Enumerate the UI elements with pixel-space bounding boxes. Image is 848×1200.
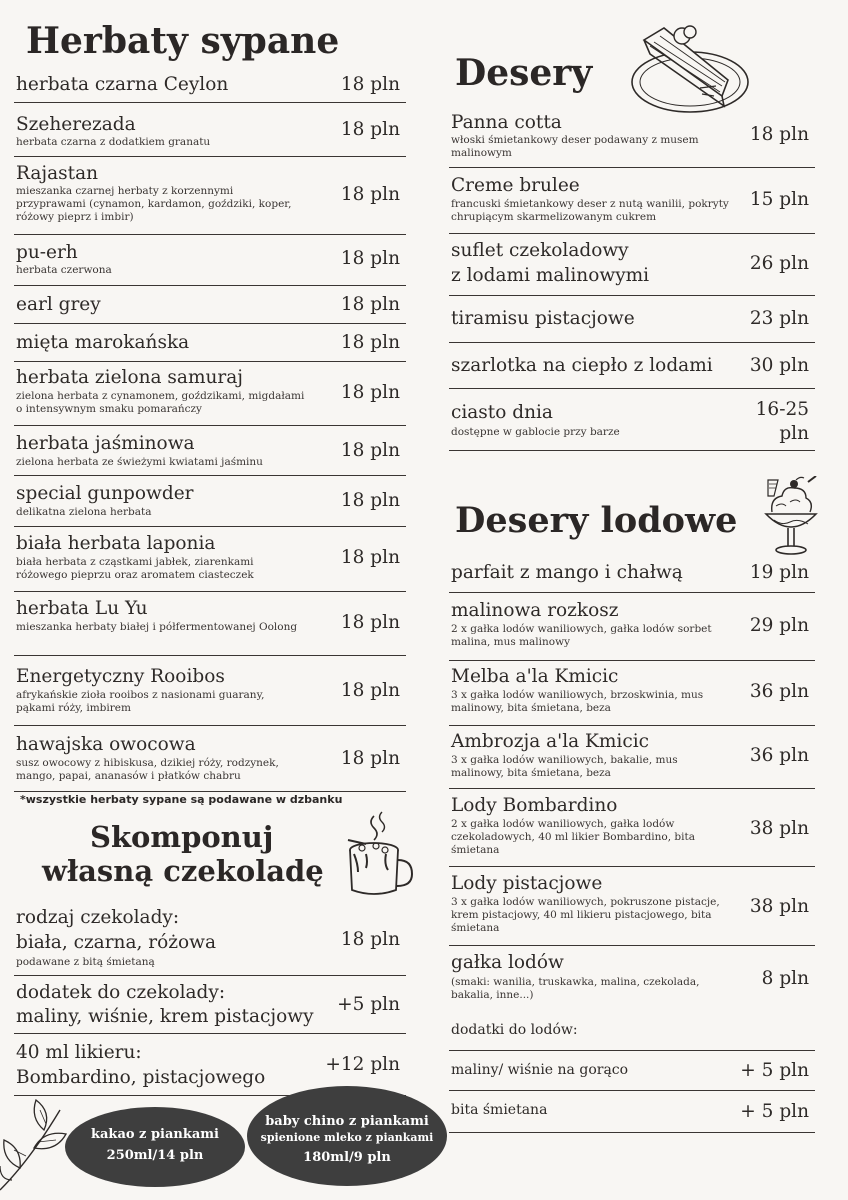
- chocolate-title-line1: Skomponuj: [90, 820, 274, 854]
- item-desc: mieszanka herbaty białej i półfermentowanej Oolong: [16, 621, 298, 633]
- item-name: biała herbata laponia: [16, 533, 216, 554]
- item-name: ciasto dnia: [451, 402, 553, 423]
- cocoa-bubble: [65, 1107, 245, 1187]
- item-desc: podawane z bitą śmietaną: [16, 956, 155, 968]
- item-price: 18 pln: [340, 294, 400, 315]
- item-desc: biała herbata z cząstkami jabłek, ziarenkami różowego pieprzu oraz aromatem ciasteczek: [16, 556, 254, 581]
- item-name: Szeherezada: [16, 114, 136, 135]
- bubble-price: 250ml/14 pln: [106, 1148, 204, 1163]
- item-price: 19 pln: [749, 562, 809, 583]
- item-name: tiramisu pistacjowe: [451, 308, 635, 329]
- item-desc: 2 x gałka lodów waniliowych, gałka lodów sorbet malina, mus malinowy: [451, 623, 712, 648]
- teas-note: *wszystkie herbaty sypane są podawane w dzbanku: [20, 793, 343, 806]
- item-price: 38 pln: [749, 818, 809, 839]
- ice-desserts-title: Desery lodowe: [455, 500, 738, 541]
- item-name: gałka lodów: [451, 952, 564, 973]
- item-name: special gunpowder: [16, 483, 194, 504]
- item-name: Lody Bombardino: [451, 795, 618, 816]
- item-price: 18 pln: [340, 929, 400, 950]
- item-desc: zielona herbata z cynamonem, goździkami, migdałami o intensywnym smaku pomarańczy: [16, 390, 305, 415]
- item-price: 23 pln: [749, 308, 809, 329]
- bubble-subtitle: spienione mleko z piankami: [260, 1131, 434, 1144]
- item-name: Ambrozja a'la Kmicic: [451, 731, 649, 752]
- item-desc: 3 x gałka lodów waniliowych, pokruszone pistacje, krem pistacjowy, 40 ml likieru pistacjowego, bita śmietana: [451, 896, 720, 934]
- item-name: hawajska owocowa: [16, 734, 196, 755]
- item-price: 18 pln: [340, 382, 400, 403]
- babychino-bubble: [247, 1086, 447, 1186]
- chocolate-item: [14, 902, 406, 976]
- item-price: 18 pln: [340, 248, 400, 269]
- addon-item: [449, 1051, 815, 1091]
- hot-chocolate-mug-icon: [340, 810, 416, 900]
- menu-item: [14, 324, 406, 362]
- item-name: herbata czarna Ceylon: [16, 74, 229, 95]
- addon-name: bita śmietana: [451, 1102, 548, 1118]
- item-desc: susz owocowy z hibiskusa, dzikiej róży, rodzynek, mango, papai, ananasów i płatków chabru: [16, 757, 279, 782]
- chocolate-item: [14, 976, 406, 1034]
- addons-row: [449, 1012, 815, 1051]
- item-name: herbata zielona samuraj: [16, 367, 244, 388]
- menu-item: [14, 726, 406, 792]
- item-price-line1: 16-25: [755, 399, 809, 420]
- menu-item: [449, 946, 815, 1012]
- item-price: 18 pln: [340, 680, 400, 701]
- item-name: szarlotka na ciepło z lodami: [451, 355, 713, 376]
- item-price: 30 pln: [749, 355, 809, 376]
- item-name: herbata Lu Yu: [16, 598, 148, 619]
- menu-item: [449, 726, 815, 789]
- bubble-price: 180ml/9 pln: [303, 1150, 391, 1165]
- menu-item: [449, 593, 815, 661]
- desserts-title: Desery: [455, 52, 593, 94]
- addons-label: dodatki do lodów:: [451, 1022, 578, 1038]
- item-name: parfait z mango i chałwą: [451, 562, 683, 583]
- item-price: 18 pln: [340, 490, 400, 511]
- item-name-line2: maliny, wiśnie, krem pistacjowy: [16, 1006, 314, 1027]
- menu-item: [449, 343, 815, 389]
- item-price: 29 pln: [749, 615, 809, 636]
- menu-item: [14, 426, 406, 476]
- item-name: Melba a'la Kmicic: [451, 666, 619, 687]
- item-name: herbata jaśminowa: [16, 433, 195, 454]
- ice-cream-sundae-icon: [762, 476, 820, 556]
- item-desc: zielona herbata ze świeżymi kwiatami jaśminu: [16, 456, 263, 468]
- item-desc: dostępne w gablocie przy barze: [451, 426, 620, 438]
- addon-price: + 5 pln: [740, 1060, 809, 1081]
- item-price: 18 pln: [340, 748, 400, 769]
- teas-title: Herbaty sypane: [26, 20, 340, 62]
- addon-name: maliny/ wiśnie na gorąco: [451, 1062, 629, 1078]
- item-name-line2: Bombardino, pistacjowego: [16, 1067, 266, 1088]
- item-price: 18 pln: [749, 124, 809, 145]
- item-desc: afrykańskie zioła rooibos z nasionami guarany, pąkami róży, imbirem: [16, 689, 265, 714]
- item-price: 38 pln: [749, 896, 809, 917]
- item-desc: (smaki: wanilia, truskawka, malina, czekolada, bakalia, inne...): [451, 976, 700, 1001]
- menu-item: [14, 103, 406, 157]
- item-name-line1: dodatek do czekolady:: [16, 982, 226, 1003]
- menu-item: [449, 168, 815, 234]
- item-price: 36 pln: [749, 745, 809, 766]
- menu-item: [449, 661, 815, 726]
- item-name: Lody pistacjowe: [451, 873, 603, 894]
- item-desc: delikatna zielona herbata: [16, 506, 152, 518]
- menu-item: [449, 867, 815, 946]
- menu-item: [14, 286, 406, 324]
- item-name: pu-erh: [16, 242, 78, 263]
- item-name-line2: z lodami malinowymi: [451, 265, 650, 286]
- item-name: mięta marokańska: [16, 332, 190, 353]
- item-price: 18 pln: [340, 547, 400, 568]
- chocolate-title-line2: własną czekoladę: [42, 854, 324, 888]
- item-desc: 3 x gałka lodów waniliowych, brzoskwinia, mus malinowy, bita śmietana, beza: [451, 689, 704, 714]
- item-price: 18 pln: [340, 119, 400, 140]
- menu-item: [14, 476, 406, 527]
- menu-item: [14, 235, 406, 286]
- item-price: 8 pln: [761, 968, 809, 989]
- menu-item: [14, 68, 406, 103]
- menu-item: [449, 389, 815, 451]
- item-price: +12 pln: [325, 1054, 400, 1075]
- item-price: 26 pln: [749, 253, 809, 274]
- item-name: Rajastan: [16, 163, 99, 184]
- item-desc: herbata czerwona: [16, 264, 112, 276]
- menu-item: [14, 157, 406, 235]
- menu-item: [14, 362, 406, 426]
- item-name-line1: 40 ml likieru:: [16, 1042, 142, 1063]
- item-price: 18 pln: [340, 74, 400, 95]
- item-price: 18 pln: [340, 440, 400, 461]
- addon-item: [449, 1091, 815, 1133]
- item-desc: 2 x gałka lodów waniliowych, gałka lodów czekoladowych, 40 ml likier Bombardino, bita śmietana: [451, 818, 695, 856]
- item-name: Panna cotta: [451, 112, 562, 133]
- item-name-line1: rodzaj czekolady:: [16, 907, 180, 928]
- bubble-title: kakao z piankami: [91, 1127, 219, 1142]
- item-price: 36 pln: [749, 681, 809, 702]
- item-name: earl grey: [16, 294, 101, 315]
- item-price-line2: pln: [779, 423, 809, 444]
- menu-item: [449, 234, 815, 296]
- item-name: Energetyczny Rooibos: [16, 666, 225, 687]
- item-name: malinowa rozkosz: [451, 600, 619, 621]
- item-price: +5 pln: [337, 994, 400, 1015]
- pie-slice-icon: [630, 20, 755, 116]
- item-price: 18 pln: [340, 612, 400, 633]
- item-desc: włoski śmietankowy deser podawany z musem malinowym: [451, 134, 699, 159]
- menu-item: [449, 789, 815, 867]
- menu-item: [14, 592, 406, 656]
- item-name: Creme brulee: [451, 175, 580, 196]
- item-desc: 3 x gałka lodów waniliowych, bakalie, mus malinowy, bita śmietana, beza: [451, 754, 678, 779]
- menu-item: [14, 527, 406, 592]
- item-price: 15 pln: [749, 189, 809, 210]
- item-price: 18 pln: [340, 332, 400, 353]
- addon-price: + 5 pln: [740, 1101, 809, 1122]
- item-name-line2: biała, czarna, różowa: [16, 932, 216, 953]
- menu-item: [449, 296, 815, 343]
- bubble-title: baby chino z piankami: [265, 1114, 429, 1129]
- menu-item: [449, 555, 815, 593]
- item-name-line1: suflet czekoladowy: [451, 240, 629, 261]
- item-desc: francuski śmietankowy deser z nutą wanilii, pokryty chrupiącym skarmelizowanym cukrem: [451, 198, 729, 223]
- item-desc: herbata czarna z dodatkiem granatu: [16, 136, 211, 148]
- item-price: 18 pln: [340, 184, 400, 205]
- item-desc: mieszanka czarnej herbaty z korzennymi przyprawami (cynamon, kardamon, goździki, koper, różowy pieprz i imbir): [16, 185, 292, 223]
- menu-item: [14, 656, 406, 726]
